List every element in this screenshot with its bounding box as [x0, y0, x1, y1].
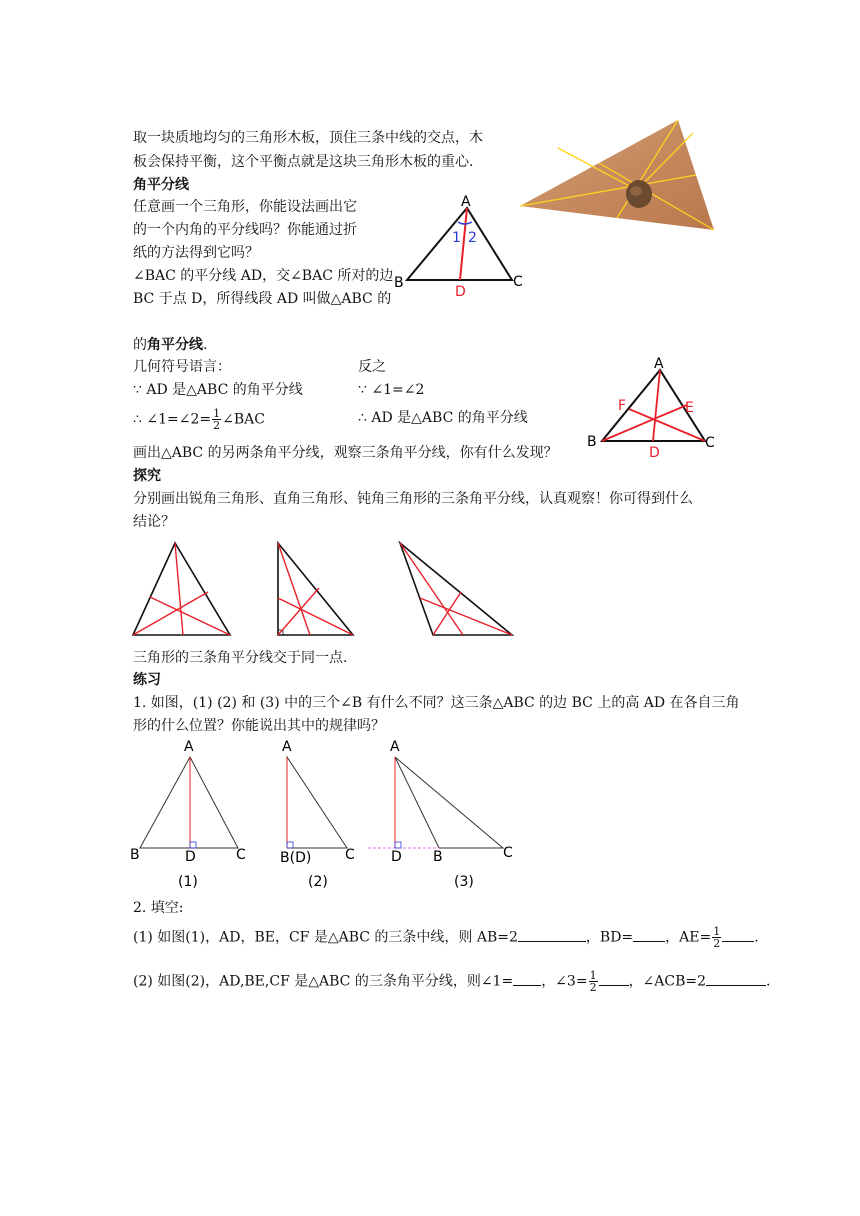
converse-label: 反之 [358, 359, 386, 375]
blank-angle-3[interactable] [599, 971, 629, 986]
label-A: A [282, 739, 292, 755]
prompt-three-bisectors: 画出△ABC 的另两条角平分线，观察三条角平分线，你有什么发现？ [133, 445, 558, 461]
practice-1-line-1: 1. 如图，(1) (2) 和 (3) 中的三个∠B 有什么不同？这三条△ABC 的边 BC 上的高 AD 在各自三角 [133, 695, 740, 711]
explore-line-2: 结论？ [133, 514, 175, 530]
label-B: B [394, 275, 404, 291]
bisector-question-3: 纸的方法得到它吗？ [133, 245, 259, 261]
label-D: D [185, 849, 196, 865]
blank-angle-1[interactable] [513, 971, 541, 986]
three-bisectors-figure [585, 355, 725, 460]
caption-2: (2) [308, 874, 328, 890]
practice-1-line-2: 形的什么位置？你能说出其中的规律吗？ [133, 718, 385, 734]
symbol-language-label: 几何符号语言： [133, 359, 231, 375]
acute-triangle-figure [130, 540, 235, 640]
obtuse-triangle-figure [397, 540, 517, 640]
explore-conclusion: 三角形的三条角平分线交于同一点. [133, 650, 348, 666]
fraction-half: $\frac{1}{2}$ [213, 407, 221, 432]
label-A: A [654, 356, 664, 372]
label-BD: B(D) [280, 850, 312, 866]
label-1: 1 [452, 230, 461, 246]
blank-bd[interactable] [633, 927, 665, 942]
label-C: C [345, 847, 355, 863]
label-C: C [513, 274, 523, 290]
altitude-figure-2 [278, 735, 368, 890]
label-B: B [130, 847, 140, 863]
label-B: B [433, 849, 443, 865]
section-title-bisector: 角平分线 [133, 177, 189, 193]
intro-line-1: 取一块质地均匀的三角形木板，顶住三条中线的交点，木 [133, 130, 483, 146]
bisector-figure [392, 190, 532, 300]
because-line-2: ∵ ∠1=∠2 [358, 382, 425, 398]
intro-line-2: 板会保持平衡，这个平衡点就是这块三角形木板的重心. [133, 154, 474, 170]
label-A: A [184, 739, 194, 755]
label-B: B [587, 434, 597, 450]
practice-2-title: 2. 填空: [133, 900, 184, 916]
label-2: 2 [468, 230, 477, 246]
label-C: C [705, 435, 715, 451]
blank-ab[interactable] [518, 927, 586, 942]
altitude-figure-1 [128, 735, 263, 890]
practice-2-item-2: (2) 如图(2)，AD,BE,CF 是△ABC 的三条角平分线，则∠1= ，∠3= $\frac{1}{2}$ ，∠ACB=2 . [133, 969, 771, 994]
term-bisector: 角平分线 [147, 337, 203, 353]
practice-2-item-1: (1) 如图(1)，AD，BE，CF 是△ABC 的三条中线，则 AB=2 ，BD= ，AE= $\frac{1}{2}$ . [133, 925, 759, 950]
label-C: C [236, 847, 246, 863]
label-E: E [685, 400, 694, 416]
label-C: C [503, 845, 513, 861]
bisector-definition-3: 的角平分线. [133, 337, 208, 353]
label-D: D [649, 445, 660, 461]
label-A: A [390, 739, 400, 755]
label-D: D [391, 849, 402, 865]
bisector-question-1: 任意画一个三角形，你能设法画出它 [133, 199, 357, 215]
right-triangle-figure [275, 540, 360, 640]
bisector-definition-1: ∠BAC 的平分线 AD，交∠BAC 所对的边 [133, 268, 394, 284]
because-line-1: ∵ AD 是△ABC 的角平分线 [133, 382, 303, 398]
therefore-line-2: ∴ AD 是△ABC 的角平分线 [358, 410, 528, 426]
fraction-half: $\frac{1}{2}$ [589, 969, 597, 994]
fraction-half: $\frac{1}{2}$ [713, 925, 721, 950]
label-F: F [618, 398, 627, 414]
blank-ae[interactable] [722, 927, 754, 942]
label-D: D [455, 284, 466, 300]
label-A: A [461, 194, 471, 210]
explore-line-1: 分别画出锐角三角形、直角三角形、钝角三角形的三条角平分线，认真观察！你可得到什么 [133, 491, 693, 507]
altitude-figure-3 [365, 735, 525, 890]
caption-1: (1) [178, 874, 198, 890]
bisector-question-2: 的一个内角的平分线吗？你能通过折 [133, 222, 357, 238]
blank-angle-acb[interactable] [706, 971, 766, 986]
section-title-explore: 探究 [133, 468, 161, 484]
therefore-line-1: ∴ ∠1=∠2= $\frac{1}{2}$ ∠BAC [133, 407, 265, 432]
wood-triangle-image [518, 118, 718, 233]
caption-3: (3) [454, 874, 474, 890]
section-title-practice: 练习 [133, 672, 161, 688]
bisector-definition-2: BC 于点 D，所得线段 AD 叫做△ABC 的 [133, 291, 392, 307]
